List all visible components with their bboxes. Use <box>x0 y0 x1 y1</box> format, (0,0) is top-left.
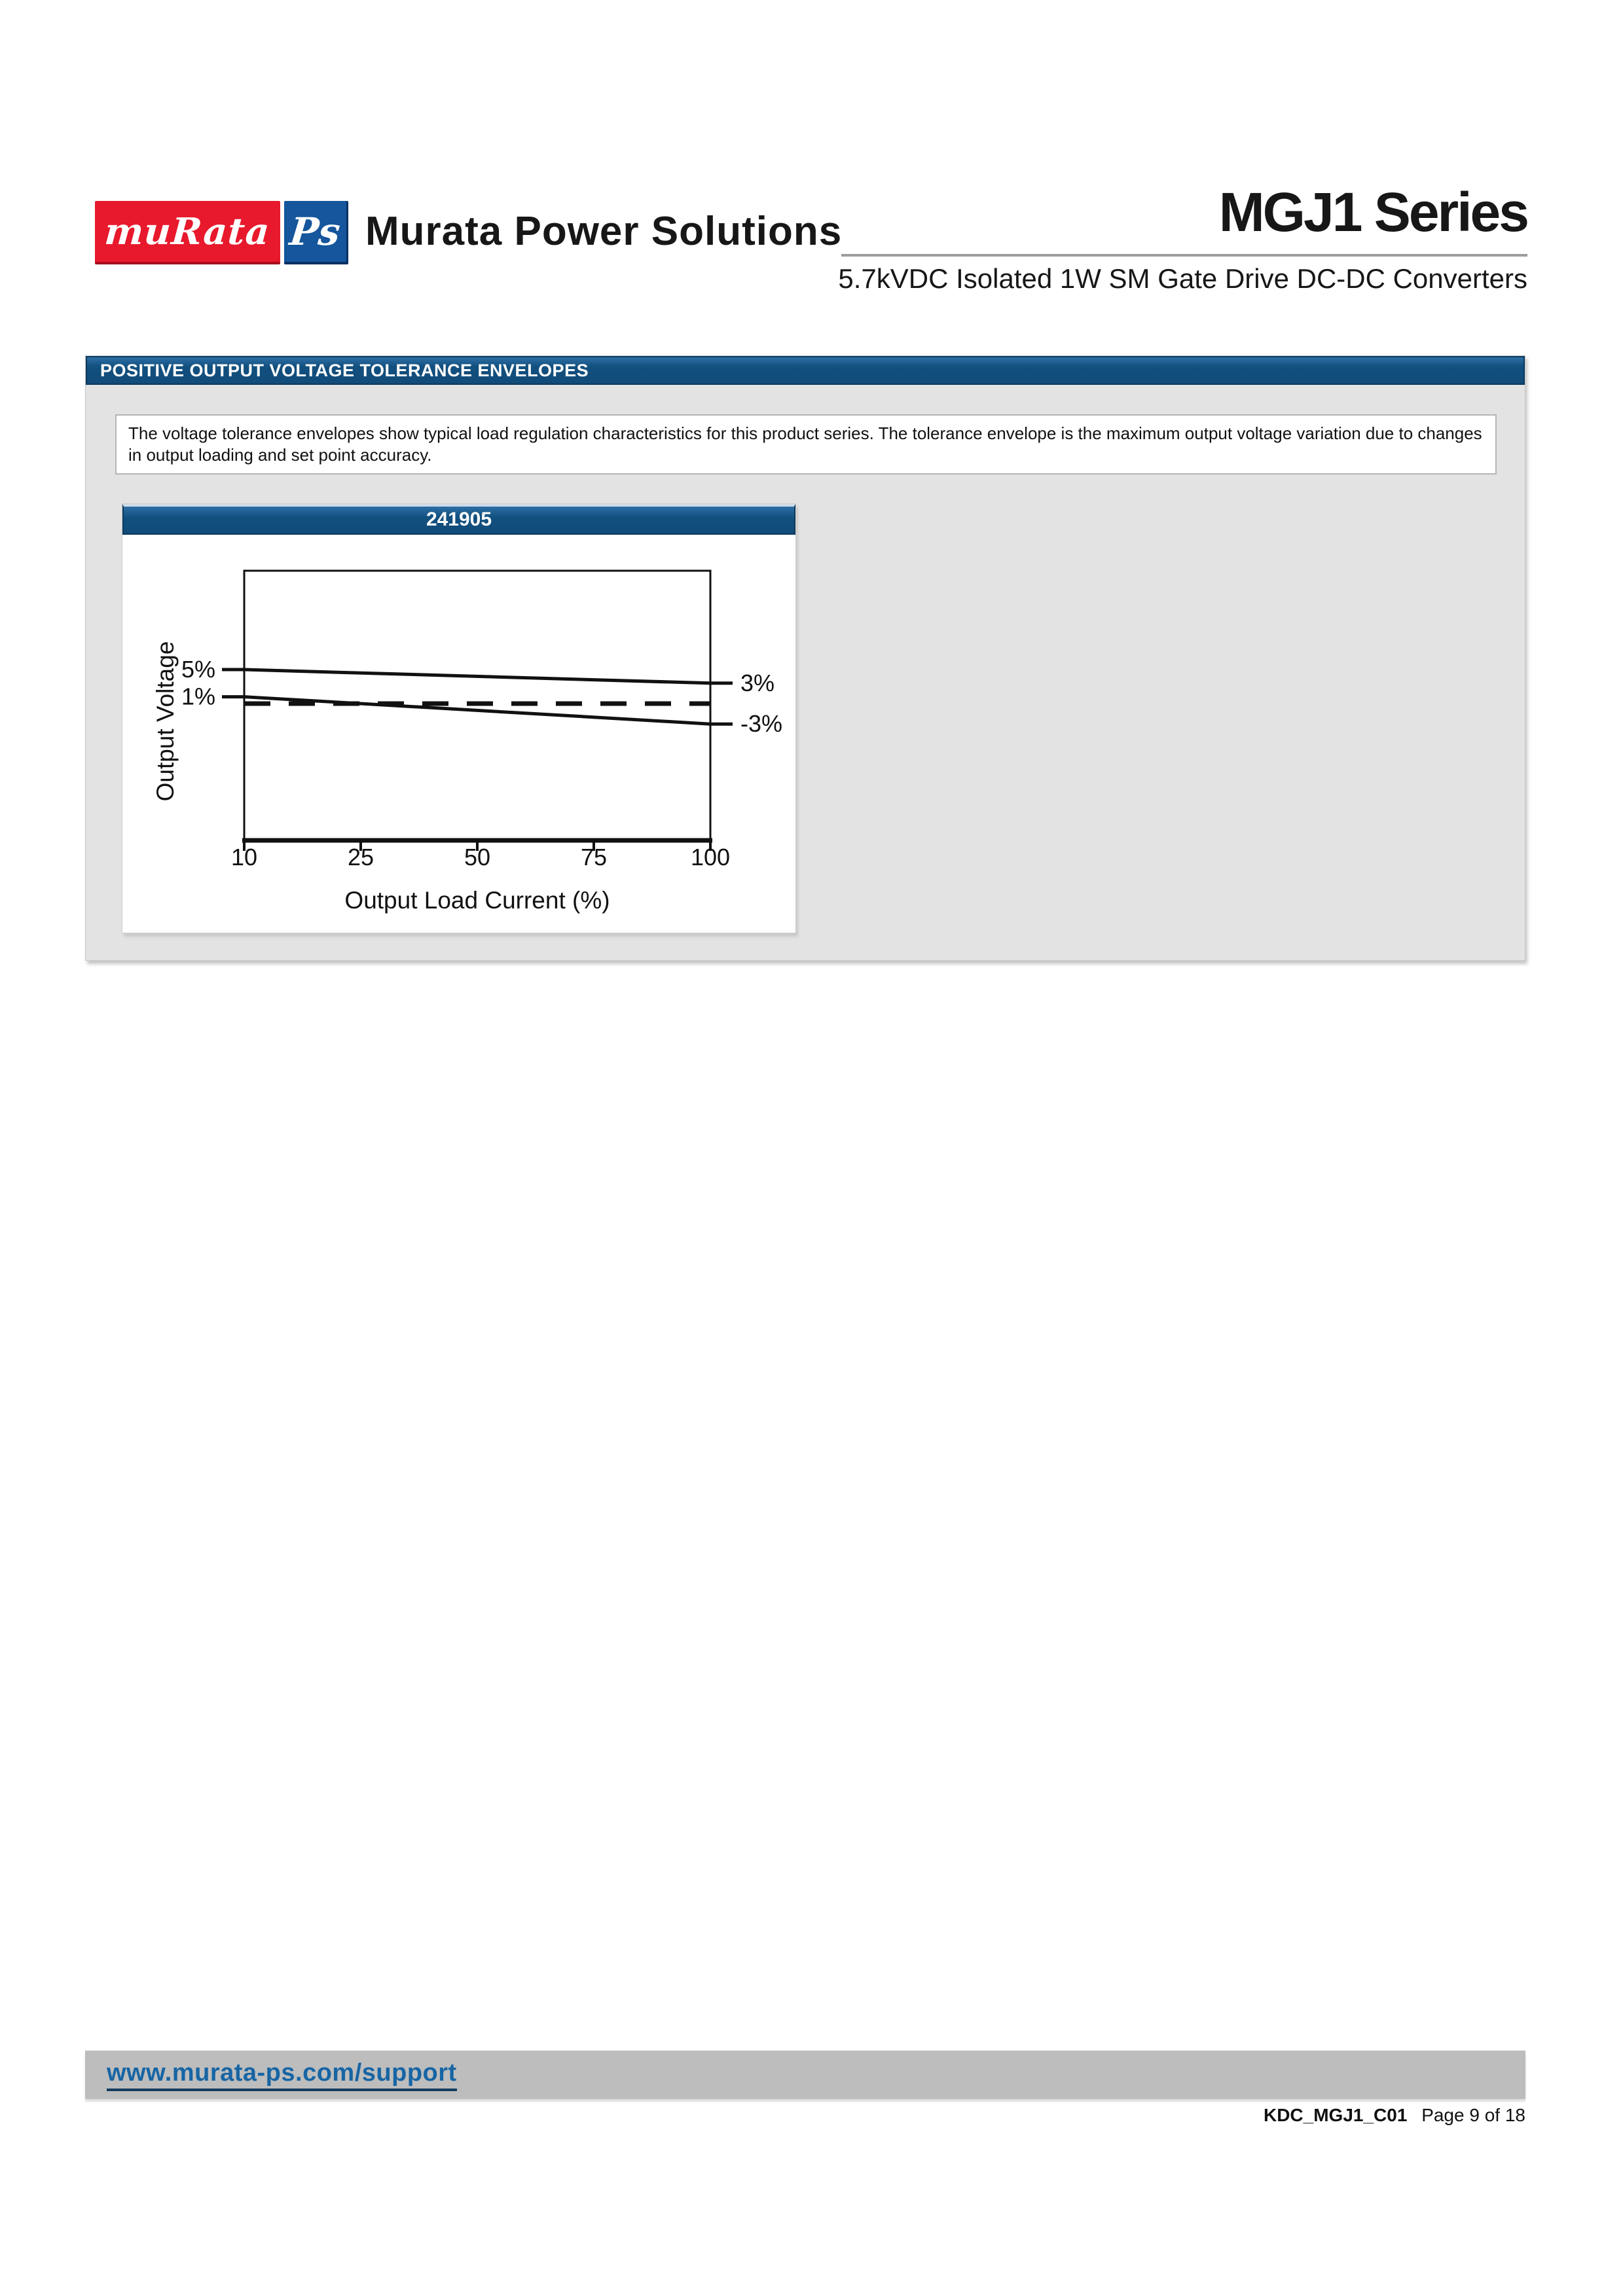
footer-bar <box>85 2051 1525 2099</box>
doc-reference <box>1264 2105 1525 2126</box>
svg-text:75: 75 <box>580 844 608 870</box>
company-name: Murata Power Solutions <box>365 209 843 254</box>
svg-text:3%: 3% <box>740 669 775 696</box>
chart-body <box>122 535 795 934</box>
murata-logo <box>95 201 280 264</box>
chart-title: 241905 <box>122 504 795 535</box>
tolerance-chart-svg <box>122 535 797 934</box>
svg-text:25: 25 <box>347 844 374 870</box>
murata-logo-text: muRata <box>103 209 272 253</box>
chart-card <box>122 503 796 933</box>
svg-text:5%: 5% <box>181 656 215 683</box>
svg-text:-3%: -3% <box>740 710 783 738</box>
section-header: POSITIVE OUTPUT VOLTAGE TOLERANCE ENVELOPES <box>86 356 1525 385</box>
support-link[interactable]: www.murata-ps.com/support <box>107 2059 457 2091</box>
svg-text:50: 50 <box>464 844 491 870</box>
ps-logo-text: Ps <box>287 209 343 254</box>
svg-text:10: 10 <box>230 844 258 870</box>
murata-ps-logo <box>284 201 348 264</box>
svg-text:Output Load Current (%): Output Load Current (%) <box>344 887 610 914</box>
svg-text:100: 100 <box>690 844 731 870</box>
svg-text:1%: 1% <box>181 683 215 710</box>
page-number: Page 9 of 18 <box>1421 2105 1525 2125</box>
page-subtitle: 5.7kVDC Isolated 1W SM Gate Drive DC-DC Converters <box>838 263 1527 294</box>
series-title: MGJ1 Series <box>1218 181 1527 243</box>
section-description: The voltage tolerance envelopes show typical load regulation characteristics for this product series. The tolerance envelope is the maximum output voltage variation due to changes in output loading and set point accuracy. <box>115 414 1497 475</box>
tolerance-section <box>85 355 1525 961</box>
doc-code: KDC_MGJ1_C01 <box>1263 2105 1408 2125</box>
header-rule <box>841 254 1527 257</box>
svg-text:Output Voltage: Output Voltage <box>152 641 179 802</box>
